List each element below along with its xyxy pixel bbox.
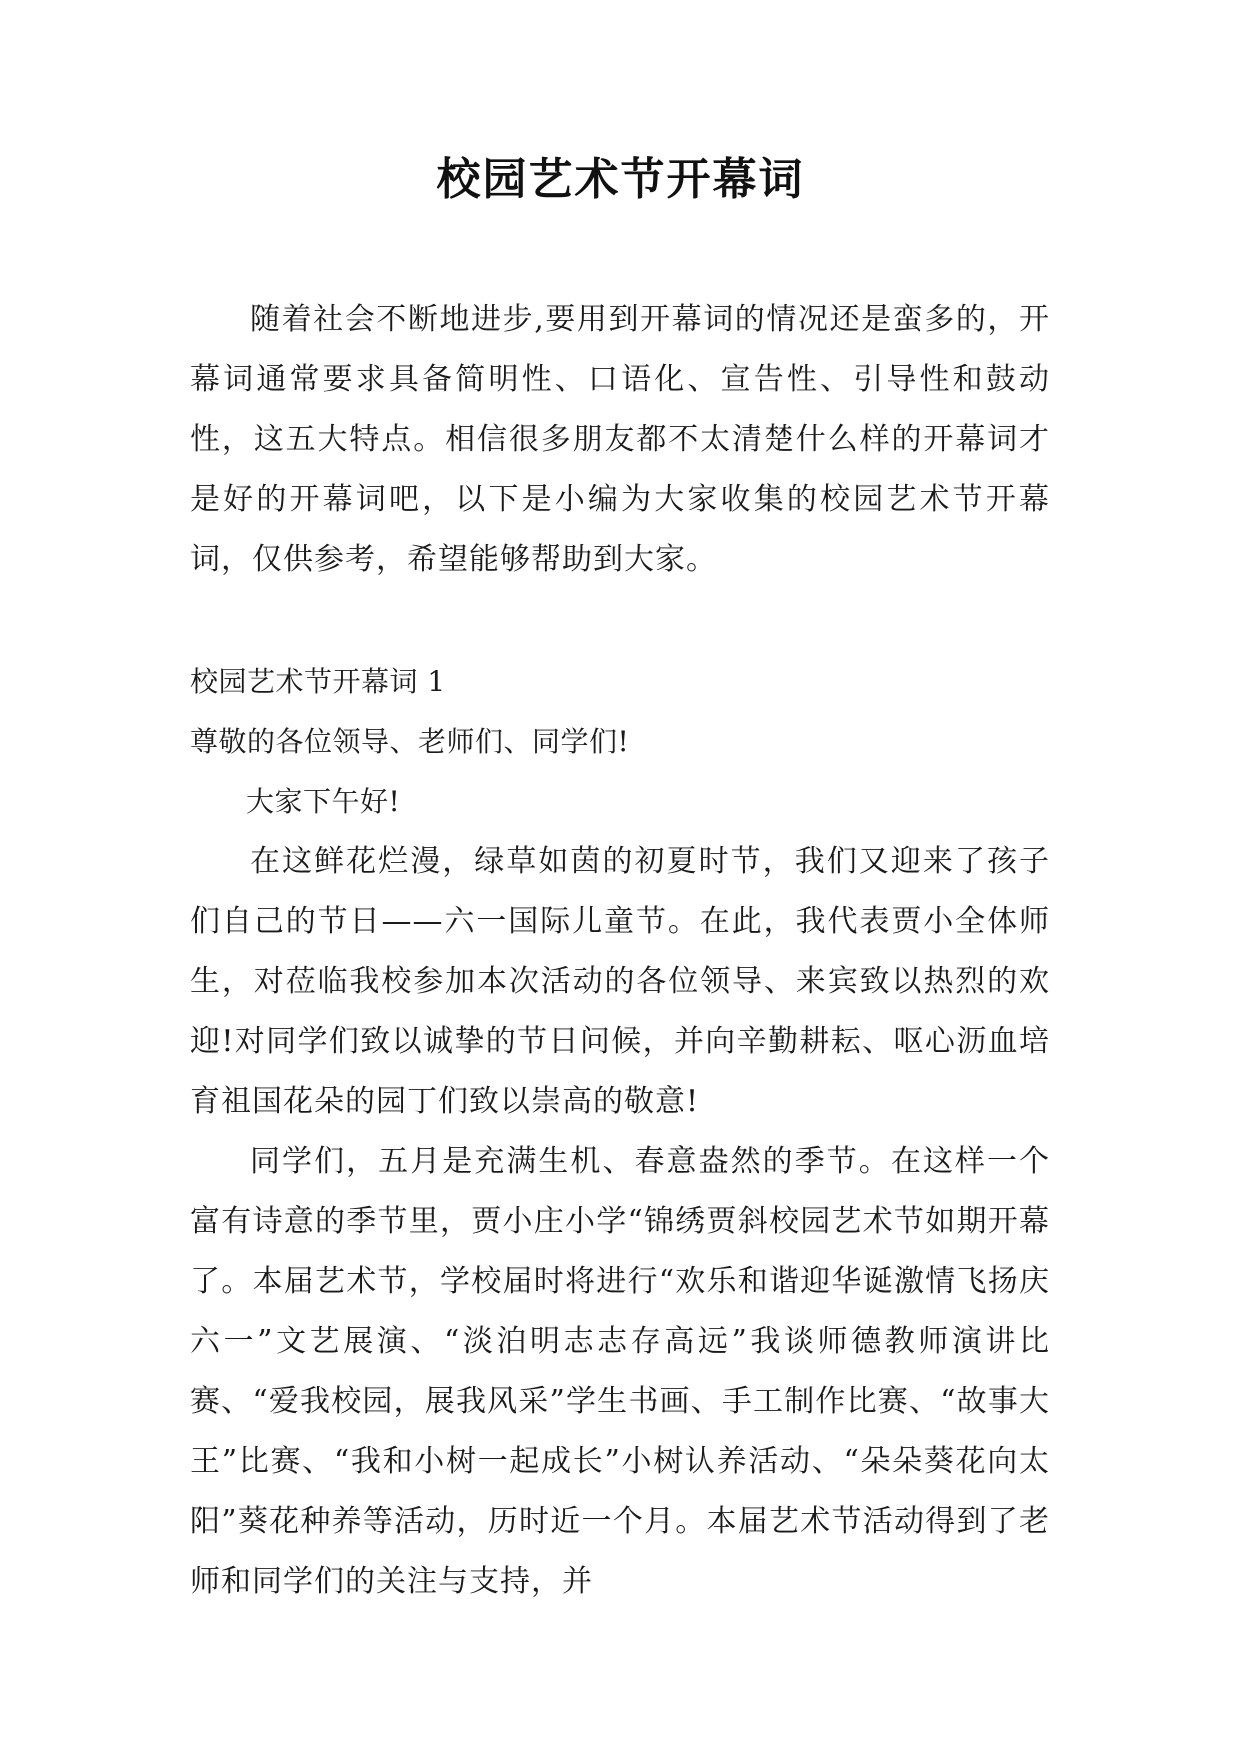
body-paragraph-2: 同学们，五月是充满生机、春意盎然的季节。在这样一个富有诗意的季节里，贾小庄小学“锦绣贾斜校园艺术节如期开幕了。本届艺术节，学校届时将进行“欢乐和谐迎华诞激情飞扬庆六一”文艺展演、“淡泊明志志存高远”我谈师德教师演讲比赛、“爱我校园，展我风采”学生书画、手工制作比赛、“故事大王”比赛、“我和小树一起成长”小树认养活动、“朵朵葵花向太阳”葵花种养等活动，历时近一个月。本届艺术节活动得到了老师和同学们的关注与支持，并 (190, 1144, 1050, 1599)
document-body (190, 290, 1050, 1612)
section-spacer (190, 590, 1050, 652)
body-paragraph-1: 在这鲜花烂漫，绿草如茵的初夏时节，我们又迎来了孩子们自己的节日——六一国际儿童节。在此，我代表贾小全体师生，对莅临我校参加本次活动的各位领导、来宾致以热烈的欢迎!对同学们致以诚挚的节日问候，并向辛勤耕耘、呕心沥血培育祖国花朵的园丁们致以崇高的敬意! (190, 844, 1050, 1119)
intro-paragraph: 随着社会不断地进步,要用到开幕词的情况还是蛮多的，开幕词通常要求具备简明性、口语化、宣告性、引导性和鼓动性，这五大特点。相信很多朋友都不太清楚什么样的开幕词才是好的开幕词吧，以下是小编为大家收集的校园艺术节开幕词，仅供参考，希望能够帮助到大家。 (190, 302, 1050, 577)
document-title: 校园艺术节开幕词 (436, 154, 805, 205)
greeting: 大家下午好! (246, 785, 401, 818)
section-heading: 校园艺术节开幕词 1 (190, 665, 446, 698)
salutation: 尊敬的各位领导、老师们、同学们! (190, 725, 630, 758)
